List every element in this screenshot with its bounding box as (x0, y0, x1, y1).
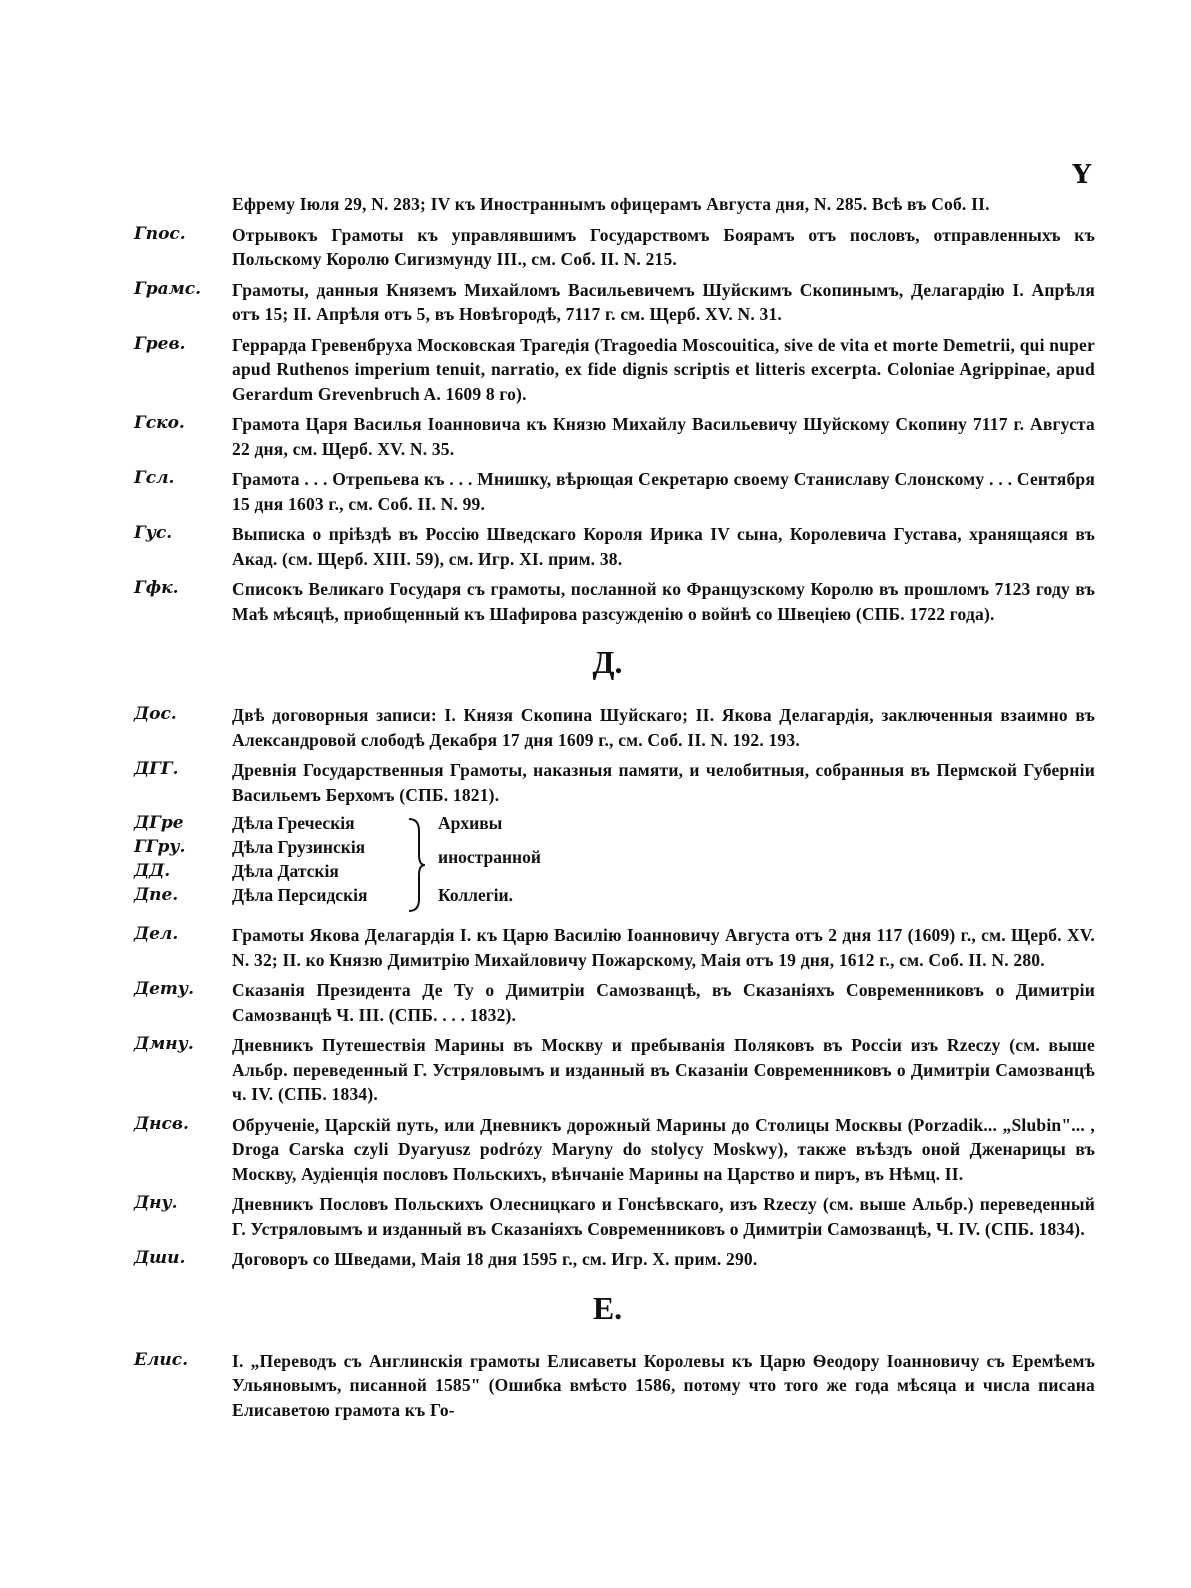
entry-text: Грамоты Якова Делагардія I. къ Царю Василію Іоанновичу Августа отъ 2 дня 117 (1609) г., см. Щерб. XV. N. 32; II. ко Князю Димитрію Михайловичу Пожарскому, Маія отъ 19 дня, 1612 г., см. Соб. II. N. 280. (232, 925, 1095, 970)
entries-d (120, 703, 1095, 1272)
entry-abbr: Грамс. (134, 278, 202, 299)
entry-text: Договоръ со Шведами, Маія 18 дня 1595 г., см. Игр. X. прим. 290. (232, 1249, 758, 1269)
entry-abbr: Гсл. (134, 468, 175, 488)
entry-abbr: Дел. (134, 924, 179, 944)
entry-text: Древнія Государственныя Грамоты, наказныя памяти, и челобитныя, собранныя въ Пермской Губерніи Васильемъ Берхомъ (СПБ. 1821). (232, 760, 1095, 805)
entry-text: Сказанія Президента Де Ту о Димитріи Самозванцѣ, въ Сказаніяхъ Современниковъ о Димитріи Самозванцѣ Ч. III. (СПБ. . . . 1832). (232, 980, 1095, 1025)
index-entry (120, 1033, 1095, 1107)
entry-text: Геррарда Гревенбруха Московская Трагедія (Tragoedia Moscouitica, sive de vita et morte Demetrii, qui nuper apud Ruthenos imperium tenuit, narratio, ex fide dignis scriptis et litteris excerpta. Coloniae Agrippinae, apud Gerardum Grevenbruch A. 1609 8 го). (232, 334, 1095, 404)
entry-abbr: Грев. (134, 333, 186, 354)
index-entry (120, 467, 1095, 516)
index-entry (120, 522, 1095, 571)
entry-abbr: Дос. (134, 704, 177, 724)
index-entries (120, 192, 1095, 1428)
entry-text: Грамота . . . Отрепьева къ . . . Мнишку, вѣрющая Секретарю своему Станиславу Слонскому . . . Сентября 15 дня 1603 г., см. Соб. II. N. 99. (232, 469, 1095, 514)
entry-abbr: Елис. (134, 1349, 189, 1370)
index-entry (120, 333, 1095, 407)
brace-mark (405, 817, 427, 913)
entry-text: I. „Переводъ съ Англинскія грамоты Елисаветы Королевы къ Царю Ѳеодору Іоанновичу съ Еремѣемъ Ульяновымъ, писанной 1585" (Ошибка вмѣсто 1586, потому что того же года мѣсяца и числа писана Елисаветою грамота къ Го- (232, 1350, 1095, 1420)
continuation-text: Ефрему Іюля 29, N. 283; IV къ Иностраннымъ офицерамъ Августа дня, N. 285. Всѣ въ Соб. II. (232, 194, 990, 214)
index-entry (120, 278, 1095, 327)
entry-text: Отрывокъ Грамоты къ управлявшимъ Государствомъ Боярамъ отъ пословъ, отправленныхъ къ Польскому Королю Сигизмунду III., см. Соб. II. N. 215. (232, 224, 1095, 269)
group-note: Коллегіи. (438, 885, 514, 905)
index-entry (120, 923, 1095, 972)
entry-abbr: ДГГ. (134, 759, 179, 779)
entries-g (120, 223, 1095, 627)
group-item: Дѣла Грузинскія (232, 837, 366, 857)
index-entry (120, 223, 1095, 272)
section-heading-e: Е. (592, 1289, 623, 1326)
entry-text: Грамота Царя Василья Іоанновича къ Князю Михайлу Васильевичу Шуйскому Скопину 7117 г. Августа 22 дня, см. Щерб. XV. N. 35. (232, 414, 1095, 459)
index-entry (120, 577, 1095, 626)
page-number: Y (1072, 160, 1091, 190)
section-heading-d: Д. (592, 644, 623, 680)
index-entry (120, 1247, 1095, 1272)
group-note: Архивы (438, 813, 503, 833)
entry-text: Выписка о пріѣздѣ въ Россію Шведскаго Короля Ирика IV сына, Королевича Густава, хранящаяся въ Акад. (см. Щерб. XIII. 59), см. Игр. XI. прим. 38. (232, 524, 1095, 569)
entry-text: Обрученіе, Царскій путь, или Дневникъ дорожный Марины до Столицы Москвы (Porzadik... „Slubin"... , Droga Carska czyli Dyaryusz podrózy Maryny do stolycy Moskwy), также въѣздъ оной Дженарицы въ Москву, Аудіенція пословъ Польскихъ, вѣнчаніе Марины на Царство и пиръ, въ Нѣмц. II. (232, 1114, 1095, 1184)
entry-abbr: Гус. (134, 523, 173, 543)
entry-text: Двѣ договорныя записи: I. Князя Скопина Шуйскаго; II. Якова Делагардія, заключенныя взаимно въ Александровой слободѣ Декабря 17 дня 1609 г., см. Соб. II. N. 192. 193. (232, 705, 1095, 750)
index-entry (120, 703, 1095, 752)
index-entry (120, 412, 1095, 461)
index-entry (120, 978, 1095, 1027)
group-item: Дѣла Греческія (232, 813, 355, 833)
index-entry (120, 758, 1095, 807)
entry-abbr: Днсв. (134, 1113, 189, 1134)
entry-abbr: Гпос. (134, 223, 186, 244)
entry-abbr: Гско. (134, 413, 185, 433)
entry-text: Дневникъ Путешествія Марины въ Москву и пребыванія Поляковъ въ Россіи изъ Rzeczy (см. выше Альбр. переведенный Г. Устряловымъ и изданный въ Сказаніи Современниковъ о Димитріи Самозванцѣ ч. IV. (СПБ. 1834). (232, 1035, 1095, 1104)
archive-group (120, 813, 1095, 917)
entry-abbr: Дмну. (134, 1034, 194, 1054)
group-item: Дѣла Персидскія (232, 885, 368, 905)
entry-text: Списокъ Великаго Государя съ грамоты, посланной ко Французскому Королю въ прошломъ 7123 году въ Маѣ мѣсяцѣ, приобщенный къ Шафирова разсужденію о войнѣ со Швеціею (СПБ. 1722 года). (232, 579, 1095, 624)
group-abbr: Дпе. (134, 885, 179, 905)
entry-text: Грамоты, данныя Княземъ Михайломъ Васильевичемъ Шуйскимъ Скопинымъ, Делагардію I. Апрѣля отъ 15; II. Апрѣля отъ 5, въ Новѣгородѣ, 7117 г. см. Щерб. XV. N. 31. (232, 279, 1095, 324)
group-abbr: ДГре (134, 813, 184, 833)
group-item: Дѣла Датскія (232, 861, 339, 881)
entry-abbr: Дши. (134, 1248, 186, 1268)
group-abbr: ДД. (134, 861, 171, 881)
entry-text: Дневникъ Пословъ Польскихъ Олесницкаго и Гонсѣвскаго, изъ Rzeczy (см. выше Альбр.) переведенный Г. Устряловымъ и изданный въ Сказаніяхъ Современниковъ о Димитріи Самозванцѣ, Ч. IV. (СПБ. 1834). (232, 1194, 1095, 1239)
group-note: иностранной (438, 847, 541, 867)
entry-abbr: Гфк. (134, 578, 179, 598)
entries-e (120, 1349, 1095, 1423)
index-entry (120, 1113, 1095, 1187)
index-entry (120, 1349, 1095, 1423)
entry-abbr: Дну. (134, 1193, 178, 1213)
entry-abbr: Дету. (134, 979, 195, 999)
group-abbr: ГГру. (134, 837, 186, 857)
index-entry (120, 1192, 1095, 1241)
